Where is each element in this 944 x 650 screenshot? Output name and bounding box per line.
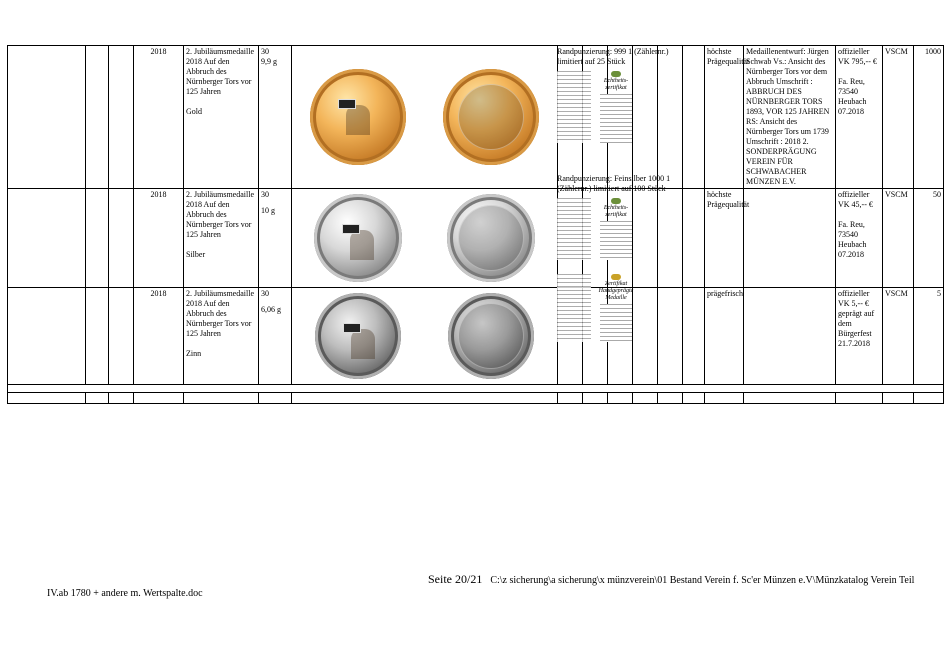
- certificate-page-left: [557, 71, 591, 143]
- description-cell: [184, 288, 259, 385]
- count-cell: 50: [914, 189, 944, 288]
- table-row: [8, 288, 944, 385]
- coin-images-cell: [292, 46, 558, 189]
- collection-cell: VSCM: [883, 189, 914, 288]
- size-weight-cell: [259, 189, 292, 288]
- count-cell: 5: [914, 288, 944, 385]
- price-cell: [836, 46, 883, 189]
- design-cell: [744, 288, 836, 385]
- certificate-page-left: [557, 198, 591, 260]
- certificate-image: [557, 67, 675, 143]
- description-cell: [184, 189, 259, 288]
- design-cell: [744, 189, 836, 288]
- quality-cell: höchste Prägequalität: [705, 189, 744, 288]
- coin-obverse-image: [310, 69, 406, 165]
- collection-cell: VSCM: [883, 288, 914, 385]
- material-text: Silber: [186, 250, 206, 259]
- logo-icon: [611, 274, 621, 280]
- edge-block-2: [557, 174, 675, 260]
- weight-text: 9,9 g: [261, 57, 277, 66]
- design-cell: Medaillenentwurf: Jürgen Schwab Vs.: Ansicht des Nürnberger Tors vor dem Abbruch Umschrift : ABBRUCH DES NÜRNBERGER TORS 1893, VOR 125 JAHREN RS: Ansicht des Nürnberger Tors um 1739 Umschrift : 2018 2. SONDERPRÄGUNG VEREIN FÜR SCHWABACHER MÜNZEN E.V.: [744, 46, 836, 189]
- certificate-title: Zertifikat Handgeprägte Medaille: [598, 281, 634, 301]
- table-row: [8, 385, 944, 393]
- certificate-page-left: [557, 274, 591, 342]
- certificate-page-right: [599, 71, 633, 143]
- size-text: 30: [261, 47, 269, 56]
- logo-icon: [611, 71, 621, 77]
- certificate-page-right: [599, 274, 633, 342]
- size-text: 30: [261, 190, 269, 199]
- maker-text: Fa. Reu, 73540 Heubach 07.2018: [838, 220, 867, 259]
- file-name: IV.ab 1780 + andere m. Wertspalte.doc: [47, 588, 203, 599]
- page-footer: [428, 572, 914, 587]
- coin-obverse-image: [315, 293, 401, 379]
- coin-reverse-image: [448, 293, 534, 379]
- year-cell: 2018: [134, 288, 184, 385]
- weight-text: 6,06 g: [261, 305, 281, 314]
- maker-text: Fa. Reu, 73540 Heubach 07.2018: [838, 77, 867, 116]
- certificate-image: [557, 194, 675, 260]
- logo-icon: [611, 198, 621, 204]
- file-path: C:\z sicherung\a sicherung\x münzverein\01 Bestand Verein f. Sc'er Münzen e.V\Münzkatalog Verein Teil: [490, 575, 915, 586]
- certificate-title: Echtheits-zertifikat: [603, 205, 629, 218]
- weight-text: 10 g: [261, 206, 275, 215]
- edge-cell: [683, 46, 705, 189]
- edge-block-3: [557, 270, 675, 342]
- coin-reverse-image: [447, 194, 535, 282]
- material-text: Gold: [186, 107, 202, 116]
- certificate-page-right: [599, 198, 633, 260]
- table-row: [8, 189, 944, 288]
- year-cell: 2018: [134, 189, 184, 288]
- page-number: Seite 20/21: [428, 572, 483, 586]
- coin-reverse-image: [443, 69, 539, 165]
- price-cell: offizieller VK 5,-- € geprägt auf dem Bürgerfest 21.7.2018: [836, 288, 883, 385]
- coin-catalog-table: [7, 45, 944, 404]
- table-row: [8, 393, 944, 404]
- edge-block-1: [557, 47, 675, 143]
- description-text: 2. Jubiläumsmedaille 2018 Auf den Abbruch des Nürnberger Tors vor 125 Jahren: [186, 190, 254, 239]
- certificate-title: Echtheits-zertifikat: [603, 78, 629, 91]
- count-cell: 1000: [914, 46, 944, 189]
- table-row: [8, 46, 944, 189]
- year-cell: 2018: [134, 46, 184, 189]
- size-weight-cell: [259, 46, 292, 189]
- description-text: 2. Jubiläumsmedaille 2018 Auf den Abbruch des Nürnberger Tors vor 125 Jahren: [186, 47, 254, 96]
- certificate-image: [557, 270, 675, 342]
- edge-text: Randpunzierung: 999 1 (Zählernr.) limitiert auf 25 Stück: [557, 47, 669, 66]
- description-cell: [184, 46, 259, 189]
- price-cell: [836, 189, 883, 288]
- coin-images-cell: [292, 189, 558, 288]
- size-weight-cell: [259, 288, 292, 385]
- price-text: offizieller VK 795,-- €: [838, 47, 877, 66]
- coin-images-cell: [292, 288, 558, 385]
- quality-cell: prägefrisch: [705, 288, 744, 385]
- coin-obverse-image: [314, 194, 402, 282]
- edge-text: Randpunzierung: Feinsilber 1000 1 (Zählernr.) limitiert auf 100 Stück: [557, 174, 671, 193]
- quality-cell: höchste Prägequalität: [705, 46, 744, 189]
- size-text: 30: [261, 289, 269, 298]
- material-text: Zinn: [186, 349, 202, 358]
- description-text: 2. Jubiläumsmedaille 2018 Auf den Abbruch des Nürnberger Tors vor 125 Jahren: [186, 289, 254, 338]
- price-text: offizieller VK 45,-- €: [838, 190, 873, 209]
- collection-cell: VSCM: [883, 46, 914, 189]
